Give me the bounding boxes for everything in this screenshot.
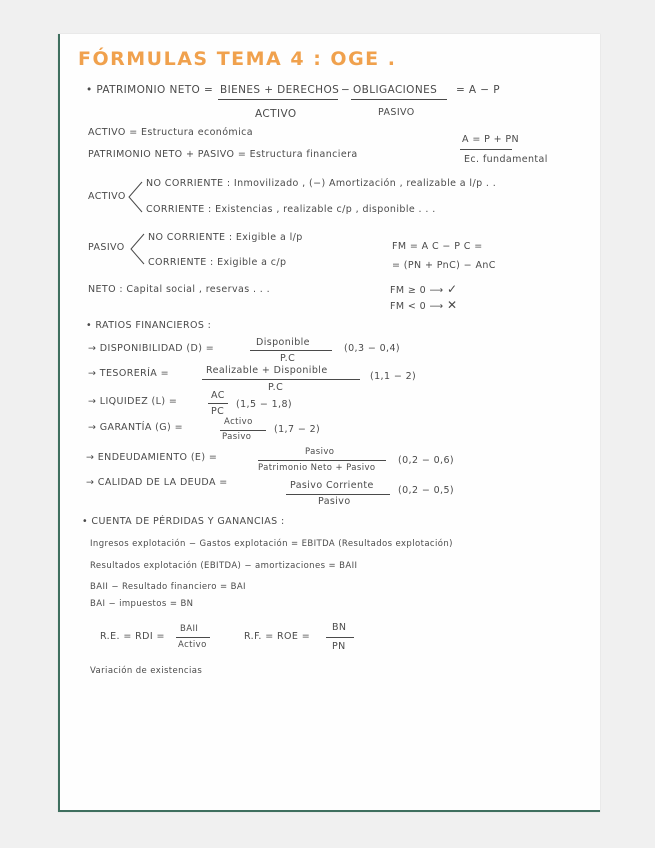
fraction-bar <box>208 403 228 404</box>
ratio-garantia-range: (1,7 − 2) <box>274 424 321 435</box>
ratio-tesoreria-den: P.C <box>268 382 284 393</box>
ratio-tesoreria-range: (1,1 − 2) <box>370 371 417 382</box>
ecuacion-label: Ec. fundamental <box>464 154 548 165</box>
patrimonio-label-text: PATRIMONIO NETO <box>96 84 201 96</box>
fm-positive-text: FM ≥ 0 <box>390 285 427 296</box>
fraction-bar <box>258 460 386 461</box>
ratio-calidad-range: (0,2 − 0,5) <box>398 485 455 496</box>
pasivo-estructura: PATRIMONIO NETO + PASIVO = Estructura financiera <box>88 149 358 160</box>
re-num: BAII <box>180 624 199 634</box>
activo-corriente: CORRIENTE : Existencias , realizable c/p , disponible . . . <box>146 204 436 215</box>
ratio-calidad-label: → CALIDAD DE LA DEUDA = <box>86 477 228 488</box>
fraction-bar <box>326 637 354 638</box>
fm-line1: FM = A C − P C = <box>392 241 483 252</box>
pasivo-block-label: PASIVO <box>88 242 125 253</box>
ratio-garantia-label: → GARANTÍA (G) = <box>88 422 183 433</box>
bienes-underline <box>218 99 338 100</box>
patrimonio-neto-label <box>86 84 213 96</box>
ecuacion-line <box>460 149 512 150</box>
ratio-tesoreria-num: Realizable + Disponible <box>206 365 328 376</box>
activo-estructura: ACTIVO = Estructura económica <box>88 127 253 138</box>
fm-line2: = (PN + PnC) − AnC <box>392 260 496 271</box>
fm-negative-text: FM < 0 <box>390 301 427 312</box>
cuenta-line-bn: BAI − impuestos = BN <box>90 599 194 609</box>
ratio-calidad-num: Pasivo Corriente <box>290 480 374 491</box>
cuenta-line-ebitda: Ingresos explotación − Gastos explotación = EBITDA (Resultados explotación) <box>90 539 453 549</box>
rf-den: PN <box>332 641 346 652</box>
ratio-liquidez-den: PC <box>211 406 225 417</box>
fraction-bar <box>250 350 332 351</box>
ratio-garantia-num: Activo <box>224 417 253 427</box>
ratio-disponibilidad-label: → DISPONIBILIDAD (D) = <box>88 343 215 354</box>
ratio-endeudamiento-label: → ENDEUDAMIENTO (E) = <box>86 452 218 463</box>
ratio-liquidez-num: AC <box>211 390 225 401</box>
cross-icon: ✕ <box>446 298 458 312</box>
re-den: Activo <box>178 640 207 650</box>
ratio-tesoreria-label: → TESORERÍA = <box>88 368 169 379</box>
ratio-disponibilidad-den: P.C <box>280 353 296 364</box>
ecuacion-fundamental: A = P + PN <box>462 134 520 145</box>
pasivo-bracket <box>128 232 148 266</box>
minus-sign: − <box>341 84 351 96</box>
notes-sheet <box>58 34 600 812</box>
equals-sign: = <box>203 84 214 96</box>
pasivo-no-corriente: NO CORRIENTE : Exigible a l/p <box>148 232 303 243</box>
re-label: R.E. = RDI = <box>100 631 165 642</box>
pasivo-under-label: PASIVO <box>378 107 415 118</box>
fraction-bar <box>220 430 266 431</box>
ratio-endeudamiento-num: Pasivo <box>305 447 335 457</box>
activo-under-label: ACTIVO <box>255 108 297 120</box>
bullet: • <box>86 84 93 96</box>
pasivo-corriente: CORRIENTE : Exigible a c/p <box>148 257 287 268</box>
obligaciones-underline <box>351 99 447 100</box>
ratio-endeudamiento-range: (0,2 − 0,6) <box>398 455 455 466</box>
obligaciones: OBLIGACIONES <box>353 84 438 96</box>
ratio-garantia-den: Pasivo <box>222 432 252 442</box>
variacion-existencias: Variación de existencias <box>90 666 203 676</box>
cuenta-heading: • CUENTA DE PÉRDIDAS Y GANANCIAS : <box>82 516 285 527</box>
fraction-bar <box>202 379 360 380</box>
activo-block-label: ACTIVO <box>88 191 126 202</box>
ratio-calidad-den: Pasivo <box>318 496 351 507</box>
neto-line: NETO : Capital social , reservas . . . <box>88 284 271 295</box>
ratio-liquidez-label: → LIQUIDEZ (L) = <box>88 396 178 407</box>
rf-num: BN <box>332 622 347 633</box>
fm-negative <box>390 298 457 312</box>
arrow-right-icon: ⟶ <box>429 301 444 312</box>
bienes-derechos: BIENES + DERECHOS <box>220 84 340 96</box>
patrimonio-result: = A − P <box>456 84 500 96</box>
page-title: FÓRMULAS TEMA 4 : OGE . <box>78 48 397 70</box>
cuenta-line-bai: BAII − Resultado financiero = BAI <box>90 582 246 592</box>
ratio-disponibilidad-range: (0,3 − 0,4) <box>344 343 401 354</box>
ratio-liquidez-range: (1,5 − 1,8) <box>236 399 293 410</box>
ratio-endeudamiento-den: Patrimonio Neto + Pasivo <box>258 463 376 473</box>
activo-no-corriente: NO CORRIENTE : Inmovilizado , (−) Amortización , realizable a l/p . . <box>146 178 497 189</box>
fraction-bar <box>176 637 210 638</box>
rf-label: R.F. = ROE = <box>244 631 311 642</box>
ratios-heading: • RATIOS FINANCIEROS : <box>86 320 212 331</box>
fraction-bar <box>286 494 390 495</box>
check-icon: ✓ <box>446 282 458 296</box>
cuenta-line-baii: Resultados explotación (EBITDA) − amortizaciones = BAII <box>90 561 358 571</box>
arrow-right-icon: ⟶ <box>429 285 444 296</box>
ratio-disponibilidad-num: Disponible <box>256 337 310 348</box>
activo-bracket <box>126 180 146 214</box>
fm-positive <box>390 282 457 296</box>
